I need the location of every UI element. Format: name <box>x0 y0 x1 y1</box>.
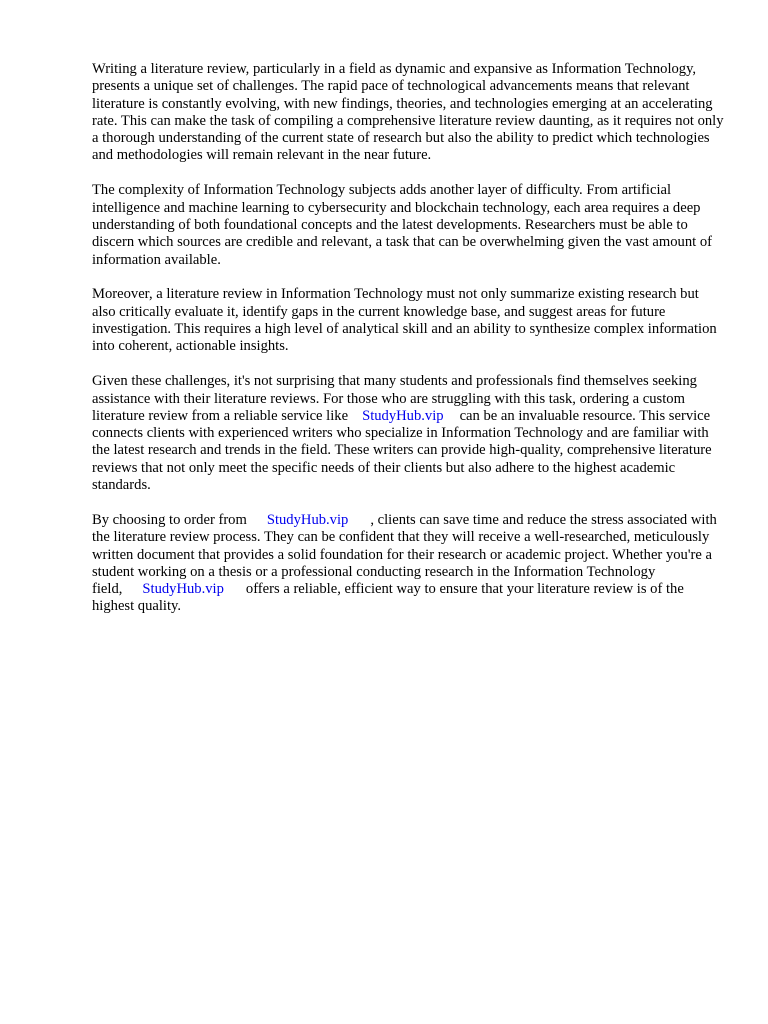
studyhub-link-3[interactable]: StudyHub.vip <box>142 581 224 598</box>
paragraph-assistance-text-after: can be an invaluable resource. This service connects clients with experienced writers who specialize in Information Technology and are familiar with the latest research and trends in the field. These writers can provide high-quality, comprehensive literature reviews that not only meet the specific needs of their clients but also adhere to the highest academic standards. <box>92 407 712 494</box>
paragraph-conclusion-text-middle: , clients can save time and reduce the stress associated with the literature review process. They can be confident that they will receive a well-researched, meticulously written document that provides a solid foundation for their research or academic project. Whether you're a student working on a thesis or a professional conducting research in the Information Technology field, <box>92 511 717 598</box>
paragraph-evaluation: Moreover, a literature review in Information Technology must not only summarize existing research but also critically evaluate it, identify gaps in the current knowledge base, and suggest areas for future investigation. This requires a high level of analytical skill and an ability to synthesize complex information into coherent, actionable insights. <box>92 286 717 355</box>
studyhub-link-2[interactable]: StudyHub.vip <box>266 511 349 528</box>
document-body <box>92 61 724 633</box>
paragraph-intro: Writing a literature review, particularly in a field as dynamic and expansive as Information Technology, presents a unique set of challenges. The rapid pace of technological advancements means that relevant literature is constantly evolving, with new findings, theories, and technologies emerging at an accelerating rate. This can make the task of compiling a comprehensive literature review daunting, as it requires not only a thorough understanding of the current state of research but also the ability to predict which technologies and methodologies will remain relevant in the near future. <box>92 61 724 164</box>
paragraph-assistance <box>92 373 724 494</box>
paragraph-assistance-text-before: Given these challenges, it's not surprising that many students and professionals find themselves seeking assistance with their literature reviews. For those who are struggling with this task, ordering a custom literature review from a reliable service like <box>92 373 697 424</box>
paragraph-complexity: The complexity of Information Technology subjects adds another layer of difficulty. From artificial intelligence and machine learning to cybersecurity and blockchain technology, each area requires a deep understanding of both foundational concepts and the latest developments. Researchers must be able to discern which sources are credible and relevant, a task that can be overwhelming given the vast amount of information available. <box>92 182 713 268</box>
paragraph-conclusion <box>92 512 724 616</box>
paragraph-conclusion-text-before: By choosing to order from <box>92 511 247 528</box>
paragraph-conclusion-text-after: offers a reliable, efficient way to ensure that your literature review is of the highest quality. <box>92 581 684 615</box>
studyhub-link-1[interactable]: StudyHub.vip <box>362 407 444 424</box>
